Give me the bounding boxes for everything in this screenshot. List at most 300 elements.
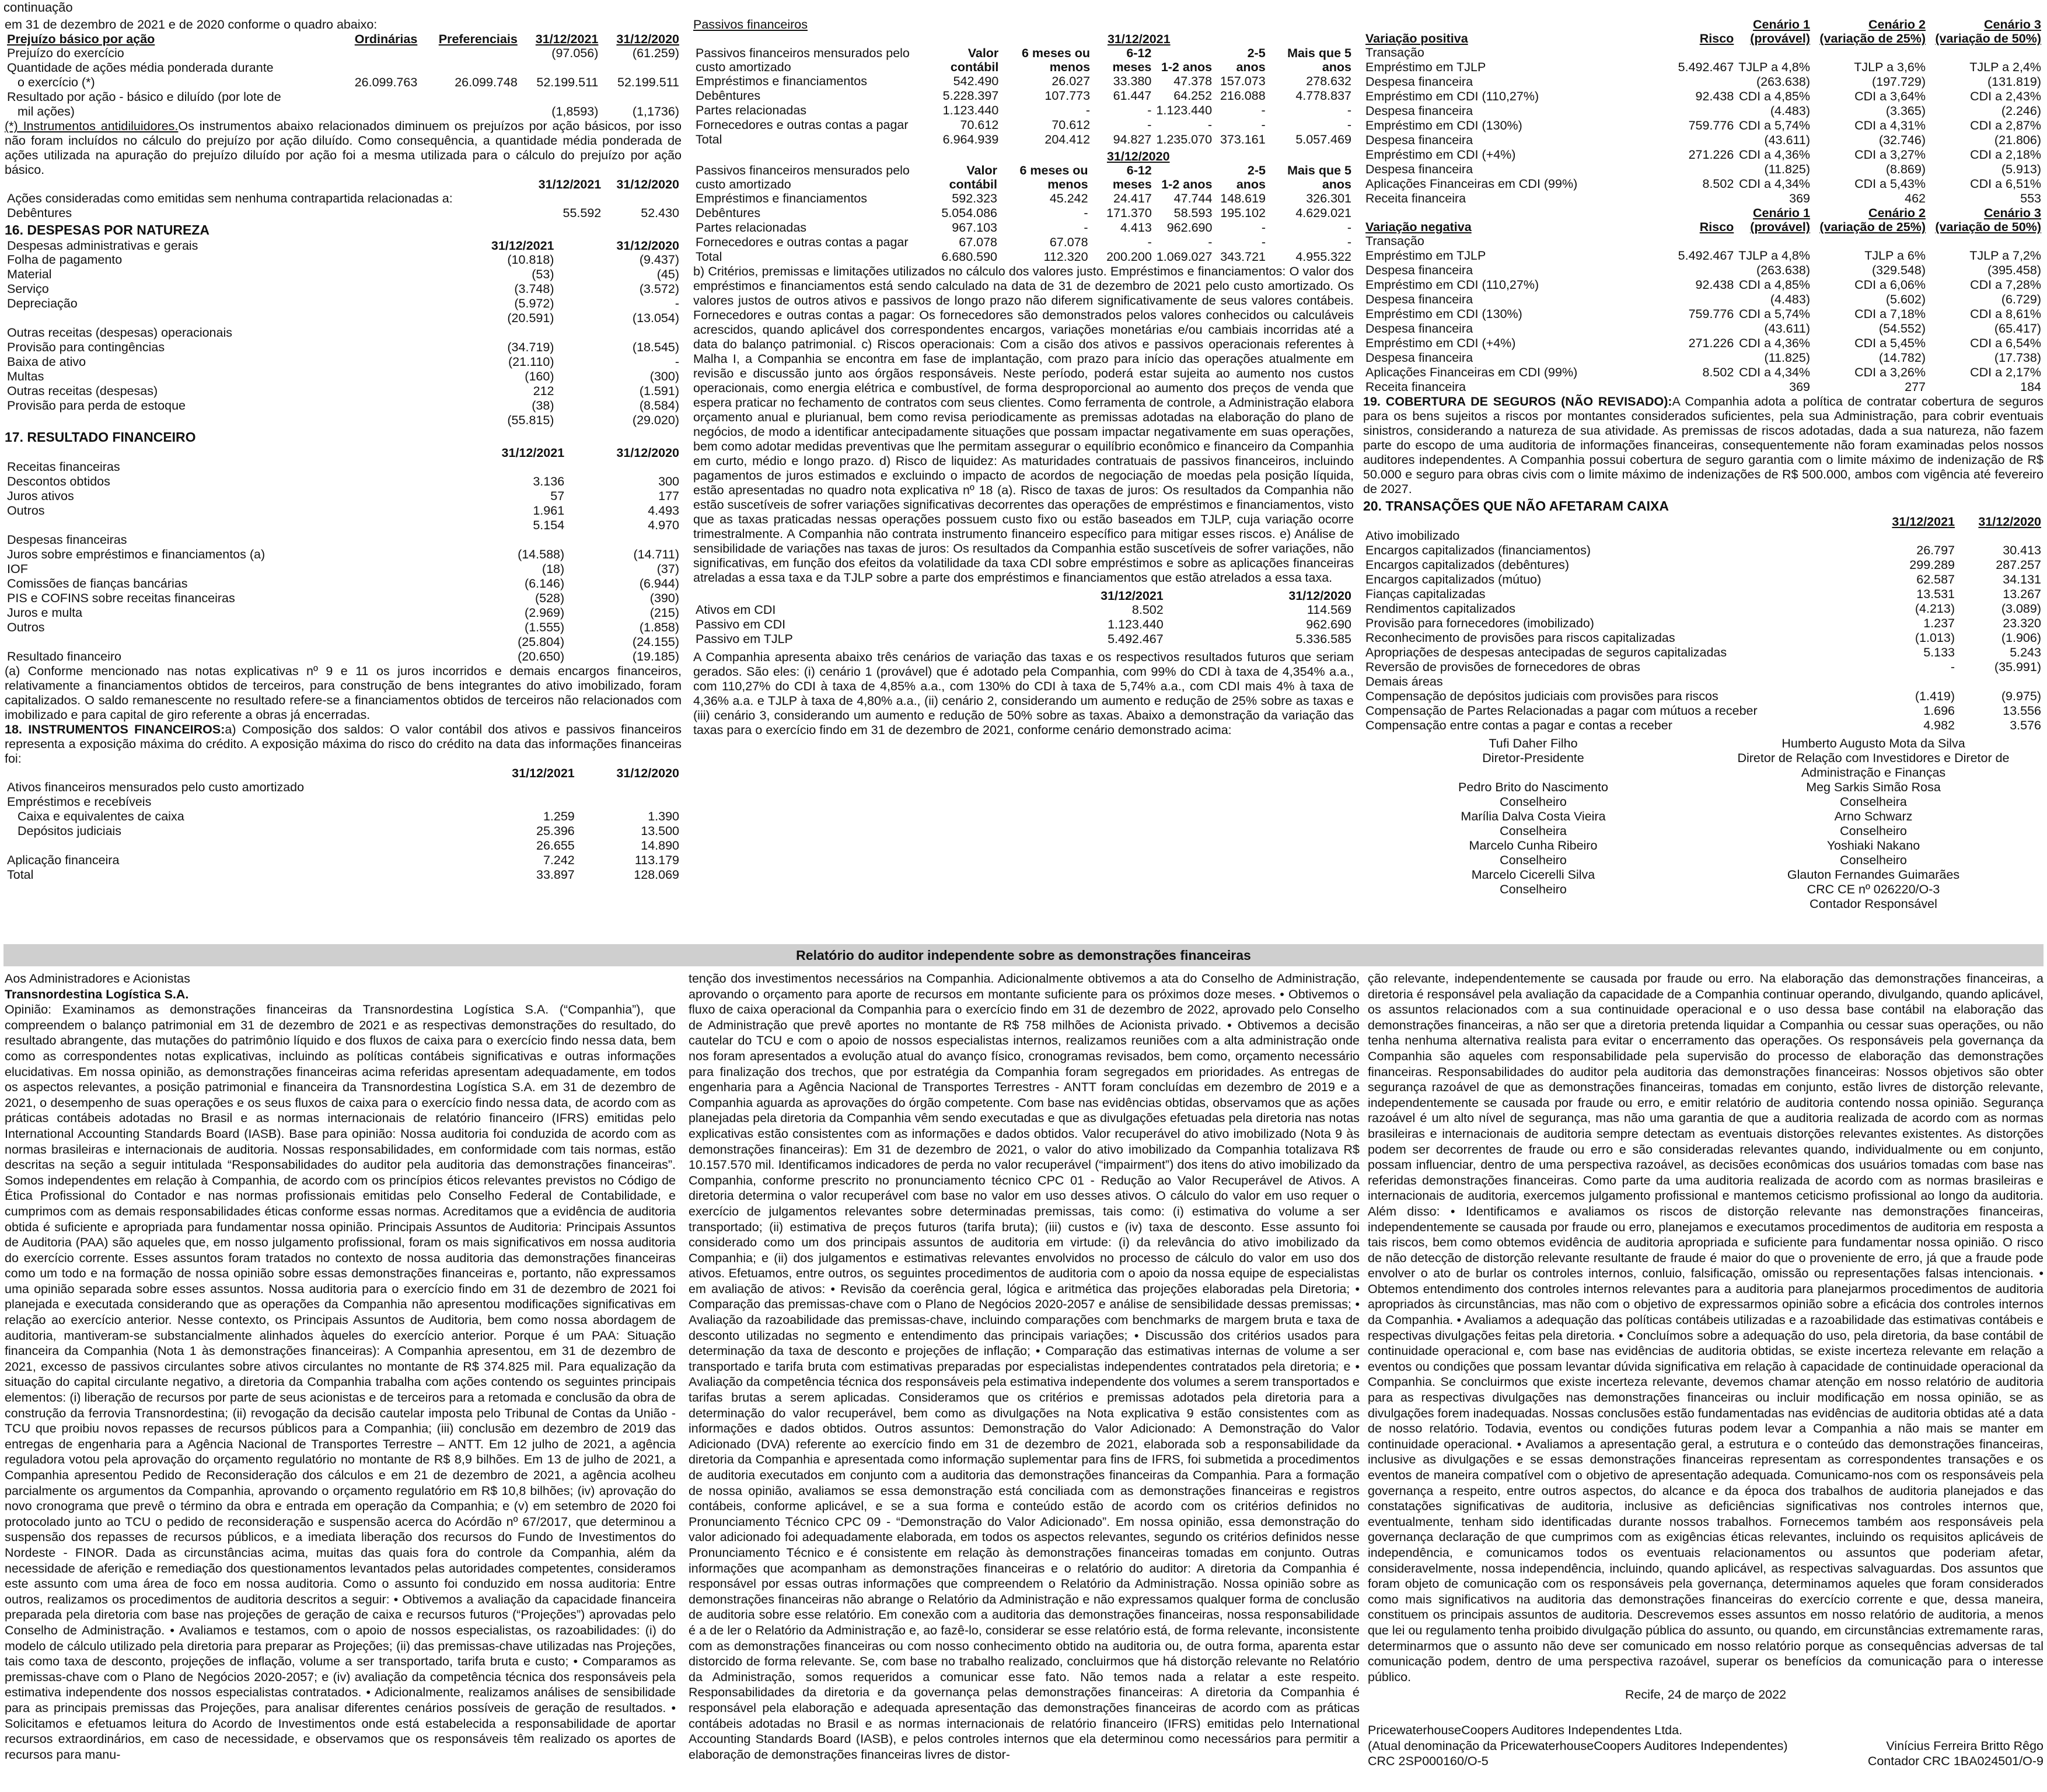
cell-value: 61.447 (1113, 89, 1152, 103)
liabilities-2020-table: 31/12/2020 Passivos financeiros mensurados pelo custo amortizado Valor contábil 6 meses ou menos 6-12 meses 1-2 anos 2-5 anos Mais que 5 anos Empréstimos e financiamentos 592.323 45.242 24.417 47.744 148.619 326.301 Debêntures 5.054.086 - 171.370 58.593 195.102 4.629.021 Partes relacionadas 967.103 - 4.413 962.690 - - Fornecedores e outras contas a pagar 67.078 67.078 - - - - Total 6.680.590 112.320 200.200 1.069.027 343.721 4.955.322 (693, 149, 1354, 264)
cell-value: 1.237 (1923, 616, 1955, 630)
cell-value: 4.493 (648, 504, 679, 518)
row-label: Folha de pagamento (7, 253, 123, 267)
cell-value: (21.806) (1994, 133, 2041, 147)
cell-value: 26.797 (1916, 543, 1955, 557)
row-label: o exercício (*) (18, 75, 95, 89)
cell-value: 33.897 (536, 868, 575, 882)
cell-value: (1.013) (1915, 631, 1955, 645)
cell-value: 326.301 (1306, 191, 1351, 205)
row-label: Empréstimo em CDI (110,27%) (1365, 89, 1539, 103)
cell-value: - (1261, 235, 1266, 249)
cell-value: (53) (532, 267, 554, 281)
auditor-text-1: Opinião: Examinamos as demonstrações financeiras da Transnordestina Logística S.A. (“Companhia”), que compreendem o balanço patrimonial em 31 de dezembro de 2021 e as respectivas demonstrações do resultado, do resultado abrangente, das mutações do patrimônio líquido e dos fluxos de caixa para o exercício findo nessa data, bem como as correspondentes notas explicativas, incluindo as políticas contábeis significativas e outras informações elucidativas. Em nossa opinião, as demonstrações financeiras acima referidas apresentam adequadamente, em todos os aspectos relevantes, a posição patrimonial e financeira da Transnordestina Logística S.A. em 31 de dezembro de 2021, o desempenho de suas operações e os seus fluxos de caixa para o exercício findo nessa data, de acordo com as práticas contábeis adotadas no Brasil e as normas internacionais de relatório financeiro (IFRS) emitidas pelo International Accounting Standards Board (IASB). Base para opinião: Nossa auditoria foi conduzida de acordo com as normas brasileiras e internacionais de auditoria. Nossas responsabilidades, em conformidade com tais normas, estão descritas na seção a seguir intitulada “Responsabilidades do auditor pela auditoria das demonstrações financeiras”. Somos independentes em relação à Companhia, de acordo com os princípios éticos relevantes previstos no Código de Ética Profissional do Contador e nas normas profissionais emitidas pelo Conselho Federal de Contabilidade, e cumprimos com as demais responsabilidades éticas conforme essas normas. Acreditamos que a evidência de auditoria obtida é suficiente e apropriada para fundamentar nossa opinião. Principais Assuntos de Auditoria: Principais Assuntos de Auditoria (PAA) são aqueles que, em nosso julgamento profissional, foram os mais significativos em nossa auditoria do exercício corrente. Esses assuntos foram tratados no contexto de nossa auditoria das demonstrações financeiras como um todo e na formação de nossa opinião sobre essas demonstrações financeiras e, portanto, não expressamos uma opinião separada sobre esses assuntos. Nossa auditoria para o exercício findo em 31 de dezembro de 2021 foi planejada e executada considerando que as operações da Companhia não apresentou modificações significativas em relação ao exercício anterior. Nesse contexto, os Principais Assuntos de Auditoria, bem como nossa abordagem de auditoria, mantiveram-se substancialmente alinhados àqueles do exercício anterior. Porque é um PAA: Situação financeira da Companhia (Nota 1 às demonstrações financeiras): A Companhia apresentou, em 31 de dezembro de 2021, excesso de passivos circulantes sobre ativos circulantes no montante de R$ 374.825 mil. Para equalização da situação do capital circulante negativo, a diretoria da Companhia trabalha com ações contendo os seguintes principais elementos: (i) liberação de recursos por parte de seus acionistas e de terceiros para a retomada e conclusão da obra de construção da ferrovia Transnordestina; (ii) revogação da decisão cautelar imposta pelo Tribunal de Contas da União - TCU que proibiu novos repasses de recursos públicos para a Companhia; (iii) conclusão em dezembro de 2019 das entregas de engenharia para a Agência Nacional de Transportes Terrestre – ANTT. Em 12 julho de 2021, a agência reguladora votou pela aprovação do orçamento regulatório no montante de R$ 8,9 bilhões. Em 13 de julho de 2021, a Companhia apresentou Pedido de Reconsideração dos cálculos e em 21 de dezembro de 2021, a agência acolheu parcialmente os argumentos da Companhia, aprovando o orçamento regulatório em R$ 10,8 bilhões; (iv) aprovação do novo cronograma que prevê o término da obra e entrada em operação da Companhia; e (v) em setembro de 2020 foi protocolado junto ao TCU o pedido de reconsideração e suspensão acerca do Acórdão nº 67/2017, que determinou a suspensão dos repasses de recursos públicos, e a imediata liberação dos recursos do Fundo de Investimentos do Nordeste - FINOR. Dada as circunstâncias acima, muitas das quais fora do controle da Companhia, além da necessidade de aferição e remediação dos questionamentos levantados pelas autoridades competentes, consideramos este assunto com uma área de foco em nossa auditoria. Como o assunto foi conduzido em nossa auditoria: Entre outros, realizamos os procedimentos de auditoria descritos a seguir: • Obtivemos a avaliação da capacidade financeira preparada pela diretoria com base nas projeções de geração de caixa e recursos futuros (“Projeções”) aprovadas pelo Conselho de Administração. • Avaliamos e testamos, com o apoio de nossos especialistas, os razoabilidades: (i) do modelo de cálculo utilizado pela diretoria para preparar as Projeções; (ii) das premissas-chave utilizadas nas Projeções, tais como taxa de desconto, projeções de inflação, volume a ser transportado, tarifa bruta e custo; • Comparamos as premissas-chave com o Plano de Negócios 2020-2057; e (iv) avaliação da competência técnica dos responsáveis pela estimativa independente dos nossos especialistas contratados. • Adicionalmente, realizamos análises de sensibilidade para as principais premissas das Projeções, para analisar diferentes cenários possíveis de geração de resultados. • Solicitamos e efetuamos leitura do Acordo de Investimentos onde está estabelecida a responsabilidade de aportar recursos extraordinários, em caso de necessidade, e observamos que os responsáveis têm realizado os aportes de recursos para manu- (5, 1002, 676, 1762)
cell-value: CDI a 4,36% (1739, 336, 1810, 350)
table-row (5, 489, 682, 504)
cell-value: 25.396 (536, 824, 575, 838)
table-row (1363, 675, 2043, 689)
cell-value: 113.179 (634, 853, 679, 867)
row-label: Juros sobre empréstimos e financiamentos (a) (7, 547, 266, 561)
table-row (693, 89, 1354, 103)
row-label (5, 413, 431, 428)
table-row (5, 340, 682, 355)
signature-line (1363, 897, 1703, 911)
cell-value: (54.552) (1878, 322, 1926, 336)
table-row (5, 413, 682, 428)
cell-value: 5.492.467 (1678, 60, 1734, 74)
cell-value: 148.619 (1220, 191, 1266, 205)
cell-value: 94.827 (1113, 132, 1152, 146)
table-row (5, 75, 682, 90)
row-label: Baixa de ativo (7, 355, 86, 369)
cell-value: 3.576 (2010, 718, 2041, 732)
signer-name: Vinícius Ferreira Britto Rêgo (1886, 1738, 2043, 1753)
table-row (693, 603, 1354, 617)
row-label: Receita financeira (1365, 380, 1466, 394)
cell-value: (1.555) (525, 620, 565, 634)
cell-value: 343.721 (1220, 250, 1266, 264)
cell-value: TJLP a 4,8% (1738, 249, 1810, 263)
row-label: Juros e multa (7, 606, 83, 620)
row-label: Empréstimo em CDI (+4%) (1365, 148, 1516, 162)
cell-value: CDI a 5,74% (1739, 118, 1810, 132)
cell-value: (1.906) (2001, 631, 2041, 645)
anti-dilution-note: (*) Instrumentos antidiluidores.Os instrumentos abaixo relacionados diminuem os prejuízos por ação básicos, por isso não foram incluídos no cálculo do prejuízo por ação diluído. Como consequência, a quantidade média ponderada de ações utilizada na apuração do prejuízo diluído por ação foi a mesma utilizada para o cálculo do prejuízo por ação básico. (5, 119, 682, 177)
auditor-report-banner: Relatório do auditor independente sobre as demonstrações financeiras (4, 944, 2043, 966)
row-label: Caixa e equivalentes de caixa (18, 809, 184, 823)
row-label: Outras receitas (despesas) (7, 384, 158, 398)
cell-value (1736, 46, 1812, 60)
cell-value: - (1208, 235, 1213, 249)
row-label: Quantidade de ações média ponderada durante (7, 61, 274, 75)
cell-value: (4.483) (1770, 104, 1810, 118)
row-label: Empréstimo em CDI (+4%) (1365, 336, 1516, 350)
cell-value: - (1085, 103, 1091, 117)
cell-value: 34.131 (2003, 572, 2041, 586)
cell-value: 1.123.440 (942, 103, 999, 117)
cell-value: (4.213) (1915, 602, 1955, 616)
row-label: Empréstimos e financiamentos (696, 74, 867, 88)
table-row (693, 74, 1354, 89)
table-row (693, 235, 1354, 250)
cell-value: (13.054) (632, 311, 679, 325)
cell-value (577, 780, 682, 795)
cell-value (520, 90, 601, 104)
table-row (693, 250, 1354, 264)
cell-value: (61.259) (632, 46, 679, 60)
cell-value: 271.226 (1688, 336, 1734, 350)
table-row (1363, 307, 2043, 322)
cell-value: 26.099.763 (354, 75, 418, 89)
row-label: Transação (1365, 234, 1424, 248)
cell-value (339, 61, 420, 75)
cell-value: 55.592 (563, 206, 602, 220)
cell-value: (2.246) (2001, 104, 2041, 118)
cell-value: TJLP a 4,8% (1738, 60, 1810, 74)
cell-value: 5.054.086 (941, 206, 997, 220)
table-row (1363, 631, 2043, 645)
cell-value: (197.729) (1871, 75, 1926, 89)
cell-value (567, 533, 682, 547)
cell-value: (43.611) (1764, 133, 1810, 147)
cell-value (1655, 75, 1737, 89)
cell-value: 204.412 (1045, 132, 1091, 146)
cell-value: CDI a 2,43% (1970, 89, 2041, 103)
cell-value: - (1147, 235, 1152, 249)
cell-value (1655, 234, 1737, 249)
row-label: Despesa financeira (1365, 75, 1473, 89)
cell-value: CDI a 4,31% (1854, 118, 1926, 132)
row-label: Despesa financeira (1365, 351, 1473, 365)
row-label: Compensação entre contas a pagar e contas a receber (1365, 718, 1672, 732)
positive-variation-table: Variação positiva Risco Cenário 1 (provável) Cenário 2 (variação de 25%) Cenário 3 (variação de 50%) Transação Empréstimo em TJLP 5.492.467 TJLP a 4,8% TJLP a 3,6% TJLP a 2,4% Despesa financeira (263.638) (197.729) (131.819) Empréstimo em CDI (110,27%) 92.438 CDI a 4,85% CDI a 3,64% CDI a 2,43% Despesa financeira (4.483) (3.365) (2.246) Empréstimo em CDI (130%) 759.776 CDI a 5,74% CDI a 4,31% CDI a 2,87% Despesa financeira (43.611) (32.746) (21.806) Empréstimo em CDI (+4%) 271.226 CDI a 4,36% CDI a 3,27% CDI a 2,18% Despesa financeira (11.825) (8.869) (5.913) Aplicações Financeiras em CDI (99%) 8.502 CDI a 4,34% CDI a 5,43% CDI a 6,51% Receita financeira 369 462 553 (1363, 18, 2043, 206)
cell-value: 58.593 (1173, 206, 1213, 220)
cell-value: CDI a 4,34% (1739, 365, 1810, 379)
column-2 (693, 18, 1354, 934)
table-row (1363, 558, 2043, 572)
cell-value: TJLP a 3,6% (1854, 60, 1926, 74)
table-row (5, 311, 682, 326)
row-label: Ativos financeiros mensurados pelo custo amortizado (7, 780, 305, 794)
row-label: Empréstimo em CDI (130%) (1365, 307, 1522, 321)
non-cash-table: 31/12/2021 31/12/2020 Ativo imobilizado Encargos capitalizados (financiamentos) 26.797 30.413 Encargos capitalizados (debêntures) 299.289 287.257 Encargos capitalizados (mútuo) 62.587 34.131 Fianças capitalizadas 13.531 13.267 Rendimentos capitalizados (4.213) (3.089) Provisão para fornecedores (imobilizado) 1.237 23.320 Reconhecimento de provisões para riscos capitalizadas (1.013) (1.906) Apropriações de despesas antecipadas de seguros capitalizadas 5.133 5.243 Reversão de provisões de fornecedores de obras - (35.991) Demais áreas Compensação de depósitos judiciais com provisões para riscos (1.419) (9.975) Compensação de Partes Relacionadas a pagar com mútuos a receber 1.696 13.556 Compensação entre contas a pagar e contas a receber 4.982 3.576 (1363, 515, 2043, 733)
cell-value: (1.858) (639, 620, 679, 634)
row-label: Demais áreas (1365, 675, 1443, 689)
table-row (5, 824, 682, 839)
table-row (1363, 263, 2043, 278)
row-label: Partes relacionadas (696, 103, 807, 117)
table-row (5, 206, 682, 221)
signature-line: Conselheiro (1500, 882, 1567, 896)
place-date: Recife, 24 de março de 2022 (1625, 1688, 1787, 1702)
table-row (5, 853, 682, 868)
row-label: Compensação de Partes Relacionadas a pagar com mútuos a receber (1365, 704, 1758, 718)
cell-value (1812, 46, 1928, 60)
row-label: Aplicação financeira (7, 853, 120, 867)
cell-value: TJLP a 6% (1864, 249, 1926, 263)
cell-value: (29.020) (632, 413, 679, 427)
eps-intro: em 31 de dezembro de 2021 e de 2020 conforme o quadro abaixo: (5, 18, 378, 32)
signature-line: Marcelo Cunha Ribeiro (1469, 839, 1598, 853)
cell-value (600, 90, 682, 104)
cell-value: 200.200 (1106, 250, 1152, 264)
cell-value: CDI a 5,74% (1739, 307, 1810, 321)
row-label: Resultado financeiro (7, 649, 122, 663)
cell-value: 271.226 (1688, 148, 1734, 162)
auditor-text-2: tenção dos investimentos necessários na Companhia. Adicionalmente obtivemos a ata do Conselho de Administração, aprovando o orçamento para aporte de recursos em montante suficiente para os próximos doze meses. • Obtivemos o fluxo de caixa operacional da Companhia para o exercício findo em 31 de dezembro de 2022, aprovado pelo Conselho de Administração que prevê aportes no montante de R$ 758 milhões de Acionista privado. • Obtivemos a decisão cautelar do TCU e com o apoio de nossos especialistas internos, realizamos reuniões com a alta administração onde nos foram apresentados a evolução atual do avanço físico, cronogramas revisados, bem como, orçamento necessário para finalização dos trechos, que por estratégia da Companhia foram segregados em prioridades. As entregas de engenharia para a Agência Nacional de Transportes Terrestres - ANTT foram concluídas em dezembro de 2019 e a Companhia aguarda as aprovações do órgão competente. Com base nas evidências obtidas, observamos que as ações planejadas pela diretoria da Companhia vêm sendo executadas e que as divulgações efetuadas pela diretoria nas notas explicativas estão consistentes com as informações e dados obtidos. Valor recuperável do ativo imobilizado (Nota 9 às demonstrações financeiras): Em 31 de dezembro de 2021, o valor do ativo imobilizado da Companhia totalizava R$ 10.157.570 mil. Identificamos indicadores de perda no valor recuperável (“impairment”) dos itens do ativo imobilizado da Companhia, conforme prescrito no pronunciamento técnico CPC 01 - Redução ao Valor Recuperável de Ativos. A diretoria determina o valor recuperável com base no valor em uso desses ativos. O cálculo do valor em uso requer o exercício de julgamentos relevantes sobre determinadas premissas, tais como: (i) estimativa do volume a ser transportado; (ii) estimativa de preços futuros (tarifa bruta); (iii) custos e (iv) taxa de desconto. Esse assunto foi considerado como um dos principais assuntos de auditoria em virtude: (i) da relevância do ativo imobilizado da Companhia; e (ii) dos julgamentos e estimativas relevantes envolvidos no processo de cálculo do valor em uso dos ativos. Efetuamos, entre outros, os seguintes procedimentos de auditoria com o apoio da nossa equipe de especialistas em avaliação de ativos: • Revisão da coerência geral, lógica e aritmética das projeções elaboradas pela Diretoria; • Comparação das premissas-chave com o Plano de Negócios 2020-2057 e análise de sensibilidade dessas premissas; • Avaliação da razoabilidade das premissas-chave, incluindo comparações com benchmarks de margem bruta e taxa de desconto utilizadas no segmento e entendimento das principais variações; • Discussão dos critérios usados para determinação da taxa de desconto e projeções de inflação; • Comparação das estimativas internas de volume a ser transportado e tarifa bruta com estimativas preparadas por especialistas independentes contratados pela diretoria; e • Avaliação da competência técnica dos responsáveis pela estimativa independente dos volumes a serem transportados e tarifas brutas a serem aplicadas. Consideramos que os critérios e premissas adotados pela diretoria para a determinação do valor recuperável, bem como as divulgações na Nota explicativa 9 estão consistentes com as informações e dados obtidos. Outros assuntos: Demonstração do Valor Adicionado: A Demonstração do Valor Adicionado (DVA) referente ao exercício findo em 31 de dezembro de 2021, elaborada sob a responsabilidade da diretoria da Companhia e apresentada como informação suplementar para fins de IFRS, foi submetida a procedimentos de auditoria executados em conjunto com a auditoria das demonstrações financeiras da Companhia. Para a formação de nossa opinião, avaliamos se essa demonstração está conciliada com as demonstrações financeiras e registros contábeis, conforme aplicável, e se a sua forma e conteúdo estão de acordo com os critérios definidos no Pronunciamento Técnico CPC 09 - “Demonstração do Valor Adicionado”. Em nossa opinião, essa demonstração do valor adicionado foi adequadamente elaborada, em todos os aspectos relevantes, segundo os critérios definidos nesse Pronunciamento Técnico e é consistente em relação às demonstrações financeiras tomadas em conjunto. Outras informações que acompanham as demonstrações financeiras e o relatório do auditor: A diretoria da Companhia é responsável por essas outras informações que compreendem o Relatório da Administração. Nossa opinião sobre as demonstrações financeiras não abrange o Relatório da Administração e não expressamos qualquer forma de conclusão de auditoria sobre esse relatório. Em conexão com a auditoria das demonstrações financeiras, nossa responsabilidade é a de ler o Relatório da Administração e, ao fazê-lo, considerar se esse relatório está, de forma relevante, inconsistente com as demonstrações financeiras ou com nosso conhecimento obtido na auditoria ou, de outra forma, aparenta estar distorcido de forma relevante. Se, com base no trabalho realizado, concluirmos que há distorção relevante no Relatório da Administração, somos requeridos a comunicar esse fato. Não temos nada a relatar a este respeito. Responsabilidades da diretoria e da governança pelas demonstrações financeiras: A diretoria da Companhia é responsável pela elaboração e adequada apresentação das demonstrações financeiras de acordo com as práticas contábeis adotadas no Brasil e as normas internacionais de relatório financeiro (IFRS) emitidas pelo International Accounting Standards Board (IASB), e pelos controles internos que ela determinou como necessários para permitir a elaboração de demonstrações financeiras livres de distor- (689, 972, 1360, 1762)
table-row (693, 221, 1354, 235)
cell-value: CDI a 3,26% (1854, 365, 1926, 379)
table-row (5, 635, 682, 649)
row-label: Outras receitas (despesas) operacionais (7, 326, 232, 340)
cell-value: 1.696 (1923, 704, 1955, 718)
table-row (1363, 322, 2043, 336)
cell-value: (14.782) (1878, 351, 1926, 365)
table-row (1363, 572, 2043, 587)
section-16-title: 16. DESPESAS POR NATUREZA (5, 222, 210, 237)
cell-value (431, 326, 556, 340)
cell-value: (8.584) (639, 399, 679, 413)
cell-value: - (1261, 103, 1266, 117)
row-label: Receita financeira (1365, 191, 1466, 205)
cell-value (1655, 162, 1737, 177)
cell-value: 4.778.837 (1295, 89, 1351, 103)
row-label: Total (696, 132, 722, 146)
company-name: Transnordestina Logística S.A. (5, 987, 189, 1001)
cell-value (420, 61, 520, 75)
table-row (5, 606, 682, 620)
table-row (5, 474, 682, 489)
cell-value (339, 104, 420, 119)
table-row (1363, 278, 2043, 292)
row-label: Depósitos judiciais (18, 824, 122, 838)
row-label: Despesa financeira (1365, 263, 1473, 277)
table-row (5, 267, 682, 282)
cell-value: CDI a 2,18% (1970, 148, 2041, 162)
row-label: Compensação de depósitos judiciais com provisões para riscos (1365, 689, 1718, 703)
table-row (5, 868, 682, 882)
cell-value (1655, 322, 1737, 336)
signature-line: Contador Responsável (1810, 897, 1937, 911)
cell-value: 278.632 (1306, 74, 1351, 88)
cell-value: 70.612 (1052, 118, 1091, 132)
cell-value (603, 191, 682, 206)
cell-value: (10.818) (507, 253, 554, 267)
cell-value: TJLP a 2,4% (1969, 60, 2041, 74)
cell-value: 299.289 (1909, 558, 1955, 572)
auditor-text-3: ção relevante, independentemente se causada por fraude ou erro. Na elaboração das demonstrações financeiras, a diretoria é responsável pela avaliação da capacidade de a Companhia continuar operando, divulgando, quando aplicável, os assuntos relacionados com a sua continuidade operacional e o uso dessa base contábil na elaboração das demonstrações financeiras, a não ser que a diretoria pretenda liquidar a Companhia ou cessar suas operações, ou não tenha nenhuma alternativa realista para evitar o encerramento das operações. Os responsáveis pela governança da Companhia são aqueles com responsabilidade pela supervisão do processo de elaboração das demonstrações financeiras. Responsabilidades do auditor pela auditoria das demonstrações financeiras: Nossos objetivos são obter segurança razoável de que as demonstrações financeiras, tomadas em conjunto, estão livres de distorção relevante, independentemente se causada por fraude ou erro, e emitir relatório de auditoria contendo nossa opinião. Segurança razoável é um alto nível de segurança, mas não uma garantia de que a auditoria realizada de acordo com as normas brasileiras e internacionais de auditoria sempre detectam as eventuais distorções relevantes existentes. As distorções podem ser decorrentes de fraude ou erro e são consideradas relevantes quando, individualmente ou em conjunto, possam influenciar, dentro de uma perspectiva razoável, as decisões econômicas dos usuários tomadas com base nas referidas demonstrações financeiras. Como parte da uma auditoria realizada de acordo com as normas brasileiras e internacionais de auditoria, exercemos julgamento profissional e mantemos ceticismo profissional ao longo da auditoria. Além disso: • Identificamos e avaliamos os riscos de distorção relevante nas demonstrações financeiras, independentemente se causada por fraude ou erro, planejamos e executamos procedimentos de auditoria em resposta a tais riscos, bem como obtemos evidência de auditoria apropriada e suficiente para fundamentar nossa opinião. O risco de não detecção de distorção relevante resultante de fraude é maior do que o proveniente de erro, já que a fraude pode envolver o ato de burlar os controles internos, conluio, falsificação, omissão ou representações falsas intencionais. • Obtemos entendimento dos controles internos relevantes para a auditoria para planejarmos procedimentos de auditoria apropriados às circunstâncias, mas não com o objetivo de expressarmos opinião sobre a eficácia dos controles internos da Companhia. • Avaliamos a adequação das políticas contábeis utilizadas e a razoabilidade das estimativas contábeis e respectivas divulgações feitas pela diretoria. • Concluímos sobre a adequação do uso, pela diretoria, da base contábil de continuidade operacional e, com base nas evidências de auditoria obtidas, se existe incerteza relevante em relação a eventos ou condições que possam levantar dúvida significativa em relação à capacidade de continuidade operacional da Companhia. Se concluirmos que existe incerteza relevante, devemos chamar atenção em nosso relatório de auditoria para as respectivas divulgações nas demonstrações financeiras ou incluir modificação em nossa opinião, se as divulgações forem inadequadas. Nossas conclusões estão fundamentadas nas evidências de auditoria obtidas até a data de nosso relatório. Todavia, eventos ou condições futuras podem levar a Companhia a não mais se manter em continuidade operacional. • Avaliamos a apresentação geral, a estrutura e o conteúdo das demonstrações financeiras, inclusive as divulgações e se essas demonstrações financeiras representam as correspondentes transações e os eventos de maneira compatível com o objetivo de apresentação adequada. Comunicamo-nos com os responsáveis pela governança a respeito, entre outros aspectos, do alcance e da época dos trabalhos de auditoria planejados e das constatações significativas de auditoria, inclusive as deficiências significativas nos controles internos que, eventualmente, tenham sido identificadas durante nossos trabalhos. Fornecemos também aos responsáveis pela governança declaração de que cumprimos com as exigências éticas relevantes, incluindo os requisitos aplicáveis de independência, e comunicamos todos os eventuais relacionamentos ou assuntos que poderiam afetar, consideravelmente, nossa independência, incluindo, quando aplicável, as respectivas salvaguardas. Dos assuntos que foram objeto de comunicação com os responsáveis pela governança, determinamos aqueles que foram considerados como mais significativos na auditoria das demonstrações financeiras do exercício corrente e que, dessa maneira, constituem os principais assuntos de auditoria. Descrevemos esses assuntos em nosso relatório de auditoria, a menos que lei ou regulamento tenha proibido divulgação pública do assunto, ou quando, em circunstâncias extremamente raras, determinarmos que o assunto não deve ser comunicado em nosso relatório porque as consequências adversas de tal comunicação podem, dentro de uma perspectiva razoável, superar os benefícios da comunicação para o interesse público. (1368, 972, 2043, 1684)
row-label: Material (7, 267, 52, 281)
cell-value (1871, 529, 1957, 543)
table-row (5, 547, 682, 562)
cell-value: 4.629.021 (1295, 206, 1351, 220)
cell-value: (6.146) (525, 577, 565, 591)
table-row (5, 649, 682, 664)
signature-line: Diretor de Relação com Investidores e Diretor de Administração e Finanças (1737, 751, 2010, 780)
cell-value: 52.199.511 (536, 75, 599, 89)
cell-value: (2.969) (525, 606, 565, 620)
auditor-column-3 (1368, 971, 2043, 1788)
table-row (1363, 118, 2043, 133)
table-row (1363, 351, 2043, 365)
cell-value: CDI a 5,45% (1854, 336, 1926, 350)
signature-line: Diretor-Presidente (1482, 751, 1584, 765)
cell-value (526, 191, 604, 206)
cell-value: 177 (658, 489, 679, 503)
cell-value: CDI a 7,18% (1854, 307, 1926, 321)
row-label: Debêntures (7, 206, 72, 220)
cell-value: (5.602) (1885, 292, 1926, 306)
cell-value: - (1207, 118, 1213, 132)
table-row (5, 355, 682, 369)
cell-value: (3.089) (2001, 602, 2041, 616)
cell-value: 4.970 (648, 518, 679, 532)
cell-value: (34.719) (507, 340, 554, 354)
row-label: Provisão para contingências (7, 340, 165, 354)
row-label: Aplicações Financeiras em CDI (99%) (1365, 365, 1578, 379)
signature-line: Conselheira (1500, 824, 1567, 838)
cell-value (520, 61, 601, 75)
table-row (1363, 162, 2043, 177)
table-row (5, 518, 682, 533)
cell-value: (20.591) (507, 311, 554, 325)
row-label: Rendimentos capitalizados (1365, 602, 1515, 616)
cell-value: (9.975) (2001, 689, 2041, 703)
row-label: mil ações) (18, 104, 75, 118)
cell-value: 5.492.467 (1108, 632, 1164, 646)
cell-value (1957, 675, 2043, 689)
signature-line: Marília Dalva Costa Vieira (1461, 809, 1606, 823)
cell-value: 300 (658, 474, 679, 488)
table-row (5, 90, 682, 104)
table-row (1363, 336, 2043, 351)
cell-value: 6.680.590 (941, 250, 997, 264)
cell-value: 26.027 (1052, 74, 1091, 88)
cell-value: 67.078 (959, 235, 997, 249)
table-row (1363, 75, 2043, 89)
cell-value: CDI a 3,27% (1854, 148, 1926, 162)
table-row (5, 460, 682, 474)
firm-name: PricewaterhouseCoopers Auditores Independentes Ltda. (1368, 1723, 1683, 1737)
cell-value: (55.815) (507, 413, 554, 427)
cell-value: 57 (550, 489, 565, 503)
cell-value: 52.199.511 (617, 75, 679, 89)
cell-value: - (1347, 118, 1351, 132)
row-label: Provisão para perda de estoque (7, 399, 186, 413)
row-label: IOF (7, 562, 28, 576)
cell-value: 5.492.467 (1678, 249, 1734, 263)
cell-value: 369 (1789, 191, 1810, 205)
cell-value (1957, 529, 2043, 543)
cell-value: 70.612 (960, 118, 999, 132)
table-row (1363, 89, 2043, 104)
section-18-intro: 18. INSTRUMENTOS FINANCEIROS:a) Composição dos saldos: O valor contábil dos ativos e passivos financeiros representa a exposição máxima do crédito. A exposição máxima do risco do crédito na data das informações financeiras foi: (5, 722, 682, 766)
table-row (5, 282, 682, 296)
cell-value: 24.417 (1113, 191, 1152, 205)
table-row (1363, 177, 2043, 191)
row-label: Transação (1365, 46, 1424, 60)
cell-value: (5.913) (2001, 162, 2041, 176)
cell-value: (6.729) (2001, 292, 2041, 306)
row-label: Receitas financeiras (7, 460, 120, 474)
cell-value: - (1950, 660, 1955, 674)
financial-result-table: 31/12/2021 31/12/2020 Receitas financeiras Descontos obtidos 3.136 300 Juros ativos 57 177 Outros 1.961 4.493 5.154 4.970 Despesas financeiras Juros sobre empréstimos e financiamentos (a) (14.588) (14.711) IOF (18) (37) Comissões de fianças bancárias (6.146) (6.944) PIS e COFINS sobre receitas financeiras (528) (390) Juros e multa (2.969) (215) Outros (1.555) (1.858) (25.804) (24.155) Resultado financeiro (20.650) (19.185) (5, 446, 682, 664)
row-label: Prejuízo do exercício (7, 46, 124, 60)
table-row (1363, 543, 2043, 558)
cell-value (556, 326, 682, 340)
cell-value: 92.438 (1695, 278, 1734, 292)
row-label: Passivo em CDI (696, 617, 786, 631)
cell-value: 5.243 (2010, 645, 2041, 659)
row-label: Despesa financeira (1365, 162, 1473, 176)
cell-value: 47.744 (1173, 191, 1213, 205)
table-row (1363, 380, 2043, 394)
column-3 (1363, 18, 2043, 934)
signature-line: Meg Sarkis Simão Rosa (1806, 780, 1941, 794)
row-label: Empréstimo em CDI (110,27%) (1365, 278, 1539, 292)
financial-assets-table: 31/12/2021 31/12/2020 Ativos financeiros mensurados pelo custo amortizado Empréstimos e recebíveis Caixa e equivalentes de caixa 1.259 1.390 Depósitos judiciais 25.396 13.500 26.655 14.890 Aplicação financeira 7.242 113.179 Total 33.897 128.069 (5, 766, 682, 882)
auditor-column-1 (5, 971, 676, 1788)
cell-value: 195.102 (1220, 206, 1266, 220)
liabilities-2021-table: 31/12/2021 Passivos financeiros mensurados pelo custo amortizado Valor contábil 6 meses ou menos 6-12 meses 1-2 anos 2-5 anos Mais que 5 anos Empréstimos e financiamentos 542.490 26.027 33.380 47.378 157.073 278.632 Debêntures 5.228.397 107.773 61.447 64.252 216.088 4.778.837 Partes relacionadas 1.123.440 - - 1.123.440 - - Fornecedores e outras contas a pagar 70.612 70.612 - - - - Total 6.964.939 204.412 94.827 1.235.070 373.161 5.057.469 (693, 32, 1354, 147)
cell-value (1736, 234, 1812, 249)
cell-value: 8.502 (1702, 365, 1734, 379)
table-row (5, 46, 682, 61)
cell-value: (1.591) (639, 384, 679, 398)
cell-value: (14.588) (518, 547, 565, 561)
table-row (1363, 249, 2043, 263)
row-label: Empréstimo em TJLP (1365, 249, 1486, 263)
cell-value: 592.323 (952, 191, 997, 205)
table-row (5, 504, 682, 518)
cell-value: CDI a 4,36% (1739, 148, 1810, 162)
table-row (693, 132, 1354, 147)
cell-value: (263.638) (1756, 263, 1810, 277)
table-row (693, 103, 1354, 118)
cell-value: CDI a 4,85% (1739, 89, 1810, 103)
table-row (1363, 704, 2043, 718)
cell-value: 967.103 (952, 221, 997, 235)
eps-header: Prejuízo básico por ação Ordinárias Preferenciais 31/12/2021 31/12/2020 (7, 32, 679, 46)
table-row (1363, 660, 2043, 675)
cell-value (420, 104, 520, 119)
cell-value: 23.320 (2003, 616, 2041, 630)
cell-value: (8.869) (1885, 162, 1926, 176)
cell-value: (37) (656, 562, 679, 576)
cell-value: (38) (532, 399, 554, 413)
row-label: Serviço (7, 282, 49, 296)
cell-value (577, 795, 682, 809)
cell-value: 1.123.440 (1156, 103, 1213, 117)
cell-value: 7.242 (543, 853, 575, 867)
cell-value: (390) (649, 591, 679, 605)
cell-value: 4.955.322 (1295, 250, 1351, 264)
cell-value: 369 (1789, 380, 1810, 394)
cell-value (567, 460, 682, 474)
table-row (1363, 645, 2043, 660)
firm-crc: CRC 2SP000160/O-5 (1368, 1754, 1489, 1769)
table-row (693, 118, 1354, 132)
cell-value: 13.556 (2003, 704, 2041, 718)
cell-value: 1.961 (533, 504, 565, 518)
table-row (1363, 587, 2043, 602)
cell-value: 542.490 (953, 74, 999, 88)
cell-value: 157.073 (1220, 74, 1266, 88)
cell-value (1871, 675, 1957, 689)
column-1 (5, 18, 682, 934)
cell-value: 52.430 (641, 206, 679, 220)
liabilities-title: Passivos financeiros (693, 18, 808, 32)
signature-line: Yoshiaki Nakano (1826, 839, 1920, 853)
cell-value (1655, 263, 1737, 278)
cell-value: 759.776 (1688, 307, 1734, 321)
row-label (5, 635, 452, 649)
cell-value: (160) (525, 369, 554, 383)
row-label (5, 311, 431, 326)
table-row (1363, 46, 2043, 60)
cell-value: (25.804) (518, 635, 565, 649)
row-label: Despesa financeira (1365, 104, 1473, 118)
cell-value: - (1261, 118, 1266, 132)
table-row (693, 191, 1354, 206)
row-label: Fianças capitalizadas (1365, 587, 1486, 601)
row-label: Empréstimo em CDI (130%) (1365, 118, 1522, 132)
cell-value: 462 (1905, 191, 1926, 205)
cell-value: 8.502 (1702, 177, 1734, 191)
section-19: 19. COBERTURA DE SEGUROS (NÃO REVISADO):A Companhia adota a política de contratar cobertura de seguros para os bens sujeitos a riscos por montantes considerados suficientes, pela sua Administração, para cobrir eventuais sinistros, considerando a natureza de sua atividade. As premissas de riscos adotadas, dada a sua natureza, não fazem parte do escopo de uma auditoria de informações financeiras, consequentemente não foram examinadas pelos nossos auditores independentes. A Companhia possui cobertura de seguro garantia com o limite máximo de indenização de R$ 50.000 e seguro para obras civis com o limite máximo de indenizações de R$ 500.000, ambos com vigência até fevereiro de 2027. (1363, 394, 2043, 496)
table-row (693, 632, 1354, 647)
cell-value: 26.099.748 (455, 75, 518, 89)
